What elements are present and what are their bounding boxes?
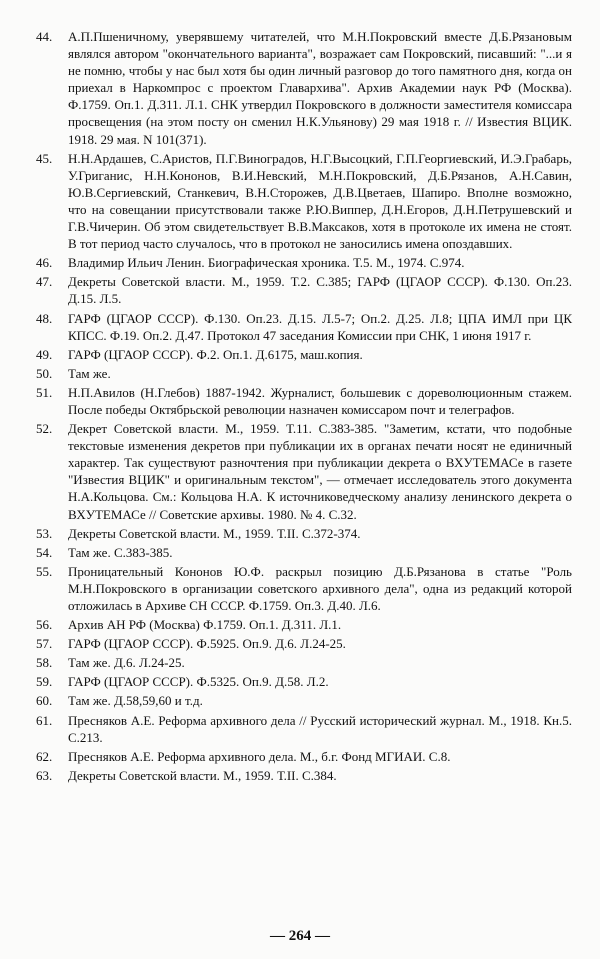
endnote-number: 49. bbox=[36, 346, 53, 362]
endnote-number: 56. bbox=[36, 617, 53, 633]
endnote-number: 52. bbox=[36, 421, 53, 437]
endnote-text: Пресняков А.Е. Реформа архивного дела // Русский исторический журнал. М., 1918. Кн.5. С.213. bbox=[68, 712, 572, 745]
endnote-number: 60. bbox=[36, 693, 53, 709]
endnote-number: 54. bbox=[36, 544, 53, 560]
endnote-text: ГАРФ (ЦГАОР СССР). Ф.130. Оп.23. Д.15. Л.5-7; Оп.2. Д.25. Л.8; ЦПА ИМЛ при ЦК КПСС. Ф.19. Оп.2. Д.47. Протокол 47 заседания Комиссии при СНК, 1 июня 1917 г. bbox=[68, 310, 572, 343]
endnote-text: Н.Н.Ардашев, С.Аристов, П.Г.Виноградов, Н.Г.Высоцкий, Г.П.Георгиевский, И.Э.Грабарь, У.Григанис, Н.Н.Кононов, В.И.Невский, М.Н.Покровский, Д.Б.Рязанов, А.Н.Савин, Ю.В.Сергиевский, Станкевич, В.Н.Сторожев, Д.В.Цветаев, Шапиро. Вполне возможно, что на совещании присутствовали также Р.Ю.Виппер, Д.Н.Егоров, Д.Н.Петрушевский и Г.В.Чичерин. Об этом свидетельствует В.В.Максаков, хотя в протоколе их имена не стоят. В тот период часто случалось, что в протокол не заносились имена опоздавших. bbox=[68, 150, 572, 252]
endnote-text: Декреты Советской власти. М., 1959. Т.II. С.384. bbox=[68, 767, 337, 783]
endnote bbox=[36, 384, 572, 418]
endnote-text: ГАРФ (ЦГАОР СССР). Ф.5325. Оп.9. Д.58. Л.2. bbox=[68, 674, 329, 690]
endnote-text: А.П.Пшеничному, уверявшему читателей, что М.Н.Покровский вместе Д.Б.Рязановым являлся автором "окончательного варианта", возражает сам Покровский, писавший: "...и я не помню, чтобы у нас был хотя бы один личный разговор до того памятного дня, когда он приехал в Наркомпрос с проектом Главархива". Архив Академии наук РФ (Москва). Ф.1759. Оп.1. Д.311. Л.1. СНК утвердил Покровского в должности заместителя комиссара просвещения (на этом посту он сменил Н.К.Ульянову) 29 мая 1918 г. // Известия ВЦИК. 1918. 29 мая. N 101(371). bbox=[68, 29, 572, 147]
endnote bbox=[36, 28, 572, 148]
endnote-number: 53. bbox=[36, 525, 53, 541]
endnote bbox=[36, 254, 572, 271]
endnote-number: 61. bbox=[36, 712, 53, 728]
page-number: — 264 — bbox=[270, 928, 330, 944]
endnote bbox=[36, 673, 572, 690]
endnote-number: 45. bbox=[36, 150, 53, 166]
endnote-text: Декрет Советской власти. М., 1959. Т.11. С.383-385. "Заметим, кстати, что подобные текстовые изменения декретов при публикации их в органах печати носят не единичный характер. Так существуют разночтения при публикации декрета о ВХУТЕМАСе в газете "Известия ВЦИК" и оригинальным текстом", — отмечает исследователь этого документа Н.А.Кольцова. См.: Кольцова Н.А. К источниковедческому анализу ленинского декрета о ВХУТЕМАСе // Советские архивы. 1980. № 4. С.32. bbox=[68, 421, 572, 522]
endnote bbox=[36, 365, 572, 382]
endnote-number: 51. bbox=[36, 384, 53, 400]
endnote-text: Н.П.Авилов (Н.Глебов) 1887-1942. Журналист, большевик с дореволюционным стажем. После победы Октябрьской революции назначен комиссаром почт и телеграфов. bbox=[68, 384, 572, 417]
endnote bbox=[36, 767, 572, 784]
endnote-text: Архив АН РФ (Москва) Ф.1759. Оп.1. Д.311. Л.1. bbox=[68, 617, 342, 633]
endnote-number: 47. bbox=[36, 274, 53, 290]
endnote-number: 57. bbox=[36, 636, 53, 652]
endnote-text: Владимир Ильич Ленин. Биографическая хроника. Т.5. М., 1974. С.974. bbox=[68, 255, 465, 271]
endnote bbox=[36, 748, 572, 765]
endnote-text: Декреты Советской власти. М., 1959. Т.2. С.385; ГАРФ (ЦГАОР СССР). Ф.130. Оп.23. Д.15. Л.5. bbox=[68, 274, 572, 307]
endnote-number: 58. bbox=[36, 655, 53, 671]
endnote-text: Проницательный Кононов Ю.Ф. раскрыл позицию Д.Б.Рязанова в статье "Роль М.Н.Покровского в организации советского архивного дела", одна из редакций которой отложилась в Архиве СН СССР. Ф.1759. Оп.3. Д.40. Л.6. bbox=[68, 563, 572, 613]
endnote-text: Там же. Д.58,59,60 и т.д. bbox=[68, 693, 203, 709]
endnote bbox=[36, 150, 572, 253]
endnote bbox=[36, 692, 572, 709]
endnote bbox=[36, 616, 572, 633]
endnote-text: Там же. Д.6. Л.24-25. bbox=[68, 655, 185, 671]
endnote bbox=[36, 654, 572, 671]
endnote-text: Декреты Советской власти. М., 1959. Т.II. С.372-374. bbox=[68, 525, 361, 541]
endnote-text: ГАРФ (ЦГАОР СССР). Ф.5925. Оп.9. Д.6. Л.24-25. bbox=[68, 636, 346, 652]
endnote bbox=[36, 346, 572, 363]
endnote bbox=[36, 712, 572, 746]
endnote-text: Там же. bbox=[68, 365, 111, 381]
endnote-number: 48. bbox=[36, 310, 53, 326]
endnote-number: 62. bbox=[36, 748, 53, 764]
endnote-text: ГАРФ (ЦГАОР СССР). Ф.2. Оп.1. Д.6175, маш.копия. bbox=[68, 346, 363, 362]
endnote-number: 63. bbox=[36, 767, 53, 783]
endnote bbox=[36, 563, 572, 614]
endnote-number: 44. bbox=[36, 29, 53, 44]
endnote bbox=[36, 635, 572, 652]
endnote-number: 59. bbox=[36, 674, 53, 690]
endnote bbox=[36, 420, 572, 523]
endnote bbox=[36, 273, 572, 307]
endnote bbox=[36, 525, 572, 542]
endnote-text: Там же. С.383-385. bbox=[68, 544, 173, 560]
endnote-number: 46. bbox=[36, 255, 53, 271]
endnotes-list bbox=[36, 28, 572, 786]
endnote-text: Пресняков А.Е. Реформа архивного дела. М., б.г. Фонд МГИАИ. С.8. bbox=[68, 748, 451, 764]
endnote bbox=[36, 544, 572, 561]
endnote-number: 55. bbox=[36, 563, 53, 579]
endnote-number: 50. bbox=[36, 365, 53, 381]
endnote bbox=[36, 310, 572, 344]
